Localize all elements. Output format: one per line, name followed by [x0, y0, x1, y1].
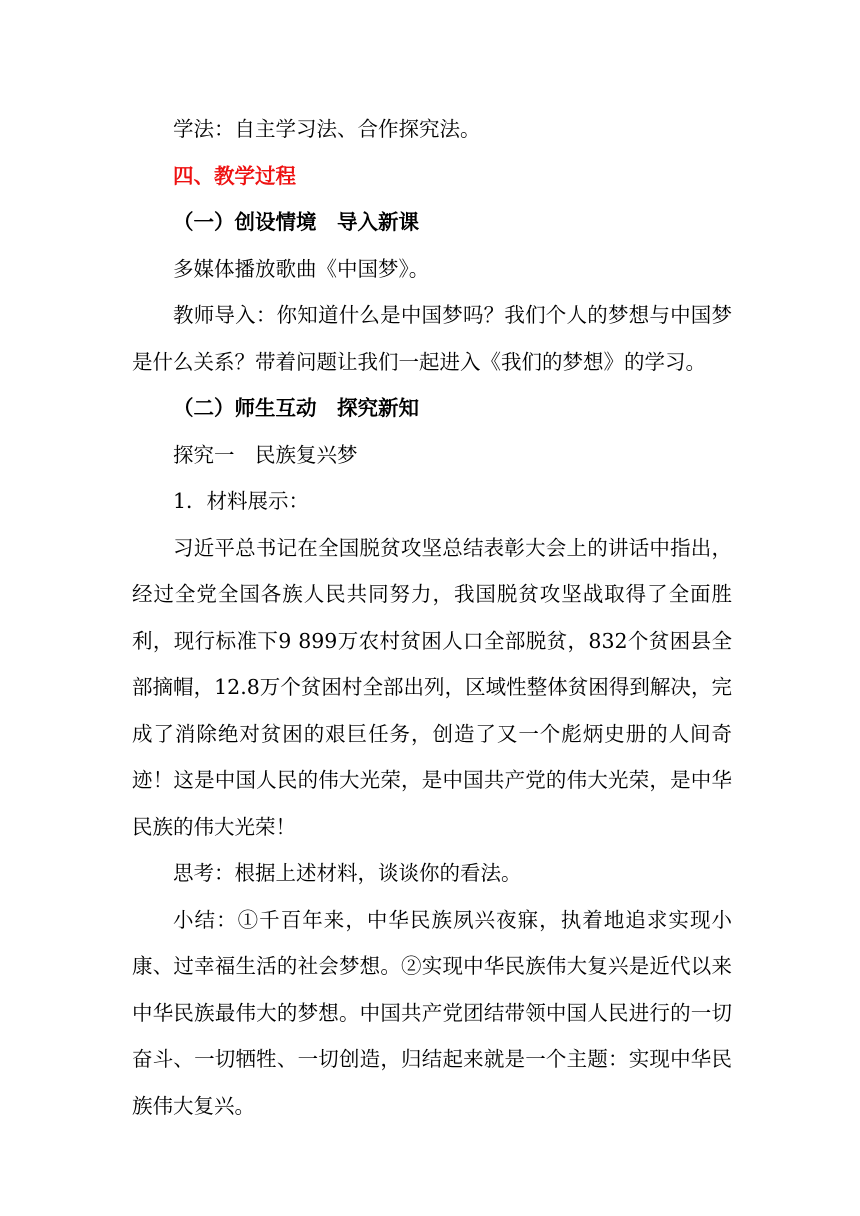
summary-paragraph: 小结：①千百年来，中华民族夙兴夜寐，执着地追求实现小康、过幸福生活的社会梦想。②实现中华民族伟大复兴是近代以来中华民族最伟大的梦想。中国共产党团结带领中国人民进行的一切奋斗、一切牺牲、一切创造，归结起来就是一个主题：实现中华民族伟大复兴。: [132, 907, 732, 1118]
teacher-intro-paragraph: 教师导入：你知道什么是中国梦吗？我们个人的梦想与中国梦是什么关系？带着问题让我们一起进入《我们的梦想》的学习。: [132, 303, 732, 374]
media-line: 多媒体播放歌曲《中国梦》。: [173, 256, 430, 281]
explore-one-line: 探究一 民族复兴梦: [173, 442, 358, 467]
document-page: [132, 106, 732, 1129]
subsection-heading-one: （一）创设情境 导入新课: [173, 210, 419, 234]
material-title-line: 1．材料展示：: [173, 489, 310, 513]
material-paragraph: 习近平总书记在全国脱贫攻坚总结表彰大会上的讲话中指出，经过全党全国各族人民共同努力，我国脱贫攻坚战取得了全面胜利，现行标准下9 899万农村贫困人口全部脱贫，832个贫困县全部摘帽，12.8万个贫困村全部出列，区域性整体贫困得到解决，完成了消除绝对贫困的艰巨任务，创造了又一个彪炳史册的人间奇迹！这是中国人民的伟大光荣，是中国共产党的伟大光荣，是中华民族的伟大光荣！: [132, 535, 732, 839]
study-method-line: 学法：自主学习法、合作探究法。: [173, 117, 481, 141]
subsection-heading-two: （二）师生互动 探究新知: [173, 396, 419, 420]
section-heading: 四、教学过程: [173, 163, 296, 188]
think-line: 思考：根据上述材料，谈谈你的看法。: [173, 861, 522, 885]
